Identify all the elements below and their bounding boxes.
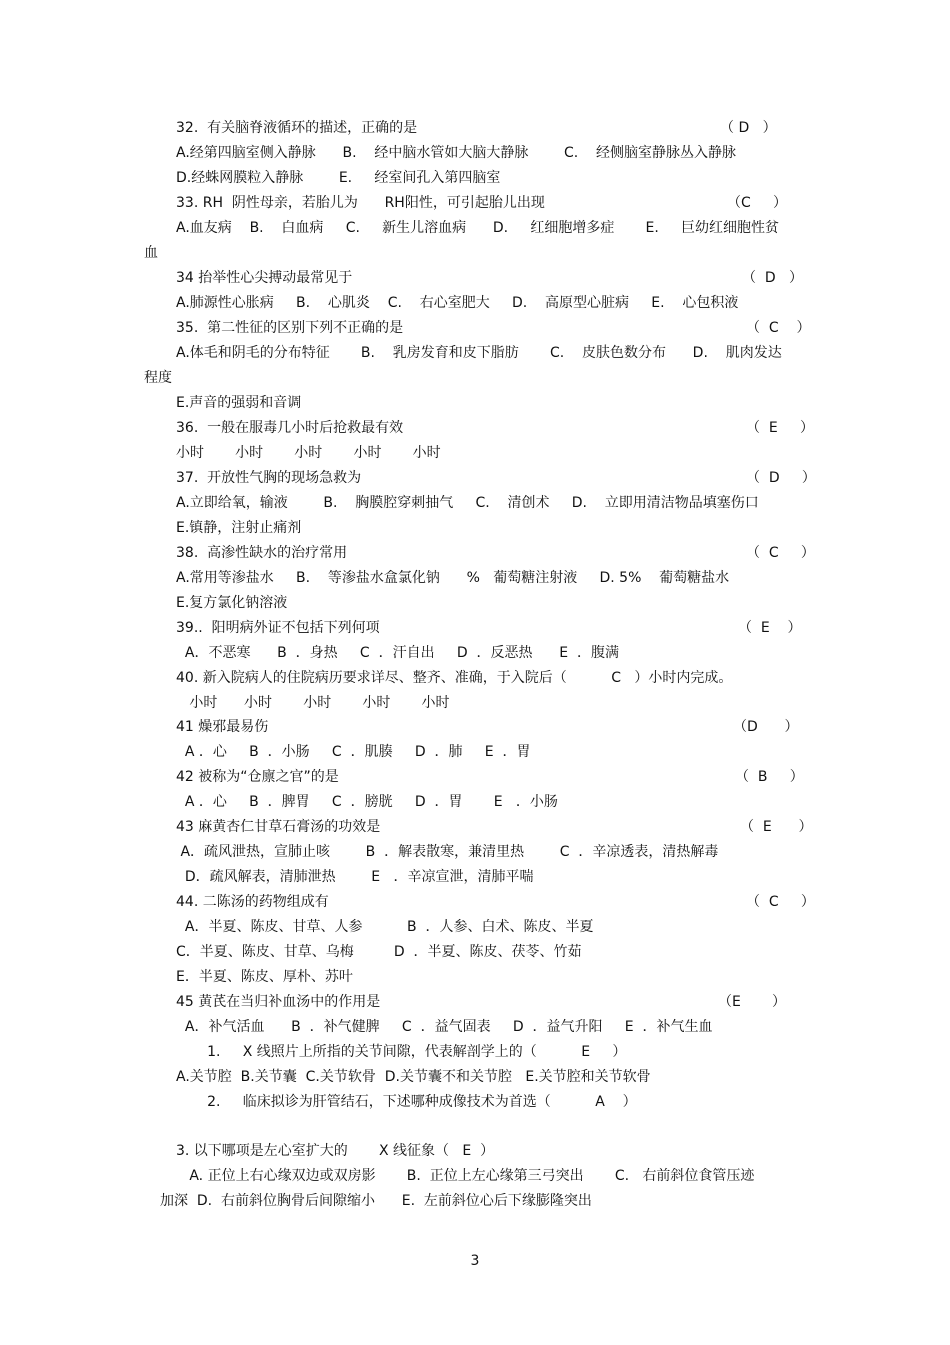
options-45: A．补气活血 B ．补气健脾 C ．益气固表 D ．益气升阳 E ．补气生血 [176, 1019, 713, 1035]
question-45: 45 黄芪在当归补血汤中的作用是 [176, 994, 381, 1010]
question-xray-2: 2. 临床拟诊为肝管结石，下述哪种成像技术为首选（ A ） [176, 1094, 637, 1110]
options-40: 小时 小时 小时 小时 小时 [176, 695, 450, 711]
options-44-row1: A．半夏、陈皮、甘草、人参 B ．人参、白术、陈皮、半夏 [176, 919, 594, 935]
options-43-row2: D．疏风解表，清肺泄热 E ．辛凉宣泄，清肺平喘 [176, 869, 534, 885]
answer-45: （E ） [718, 994, 786, 1010]
question-xray-3: 3. 以下哪项是左心室扩大的 X 线征象（ E ） [176, 1143, 495, 1159]
options-35-wrap: 程度 [144, 370, 172, 386]
answer-35: （ C ） [746, 320, 811, 336]
answer-42: （ B ） [735, 769, 804, 785]
options-43-row1: A．疏风泄热，宣肺止咳 B ．解表散寒，兼清里热 C ．辛凉透表，清热解毒 [176, 844, 719, 860]
options-33: A.血友病 B. 白血病 C. 新生儿溶血病 D. 红细胞增多症 E. 巨幼红细胞性贫 [176, 220, 780, 236]
options-35-row2: E.声音的强弱和音调 [176, 395, 302, 411]
answer-33: （C ） [727, 195, 788, 211]
options-36: 小时 小时 小时 小时 小时 [176, 445, 441, 461]
options-xray-3: A. 正位上右心缘双边或双房影 B. 正位上左心缘第三弓突出 C. 右前斜位食管压迹 [176, 1168, 755, 1184]
question-40: 40. 新入院病人的住院病历要求详尽、整齐、准确，于入院后（ C ）小时内完成。 [176, 670, 733, 686]
options-38-row1: A.常用等渗盐水 B. 等渗盐水盒氯化钠 % 葡萄糖注射液 D. 5% 葡萄糖盐水 [176, 570, 730, 586]
answer-44: （ C ） [746, 894, 815, 910]
answer-38: （ C ） [746, 545, 815, 561]
question-34: 34 抬举性心尖搏动最常见于 [176, 270, 353, 286]
answer-36: （ E ） [746, 420, 814, 436]
options-42: A ．心 B ．脾胃 C ．膀胱 D ．胃 E ．小肠 [176, 794, 558, 810]
options-44-row2: C．半夏、陈皮、甘草、乌梅 D ．半夏、陈皮、茯苓、竹茹 [176, 944, 582, 960]
options-37-row1: A.立即给氧，输液 B. 胸膜腔穿刺抽气 C. 清创术 D. 立即用清洁物品填塞伤口 [176, 495, 759, 511]
answer-34: （ D ） [742, 270, 804, 286]
question-32: 32. 有关脑脊液循环的描述，正确的是 [176, 120, 418, 136]
question-38: 38. 高渗性缺水的治疗常用 [176, 545, 348, 561]
answer-43: （ E ） [740, 819, 813, 835]
question-35: 35. 第二性征的区别下列不正确的是 [176, 320, 404, 336]
options-32-row2: D.经蛛网膜粒入静脉 E. 经室间孔入第四脑室 [176, 170, 501, 186]
options-32-row1: A.经第四脑室侧入静脉 B. 经中脑水管如大脑大静脉 C. 经侧脑室静脉丛入静脉 [176, 145, 736, 161]
answer-39: （ E ） [738, 620, 802, 636]
question-44: 44. 二陈汤的药物组成有 [176, 894, 329, 910]
question-43: 43 麻黄杏仁甘草石膏汤的功效是 [176, 819, 381, 835]
question-39: 39.. 阳明病外证不包括下列何项 [176, 620, 380, 636]
question-41: 41 燥邪最易伤 [176, 719, 269, 735]
question-xray-1: 1. X 线照片上所指的关节间隙，代表解剖学上的（ E ） [176, 1044, 627, 1060]
question-37: 37. 开放性气胸的现场急救为 [176, 470, 362, 486]
question-33: 33. RH 阴性母亲，若胎儿为 RH阳性，可引起胎儿出现 [176, 195, 545, 211]
options-xray-3-wrap: 加深 D. 右前斜位胸骨后间隙缩小 E. 左前斜位心后下缘膨隆突出 [160, 1193, 592, 1209]
options-38-row2: E.复方氯化钠溶液 [176, 595, 288, 611]
options-37-row2: E.镇静，注射止痛剂 [176, 520, 302, 536]
options-35: A.体毛和阴毛的分布特征 B. 乳房发育和皮下脂肪 C. 皮肤色数分布 D. 肌肉发达 [176, 345, 782, 361]
page-number: 3 [470, 1253, 480, 1269]
options-41: A ．心 B ．小肠 C ．肌腠 D ．肺 E ．胃 [176, 744, 531, 760]
question-36: 36. 一般在服毒几小时后抢救最有效 [176, 420, 404, 436]
answer-32: （ D ） [720, 120, 777, 136]
answer-41: （D ） [733, 719, 799, 735]
answer-37: （ D ） [746, 470, 816, 486]
options-xray-1: A.关节腔 B.关节囊 C.关节软骨 D.关节囊不和关节腔 E.关节腔和关节软骨 [176, 1069, 651, 1085]
options-34: A.肺源性心胀病 B. 心肌炎 C. 右心室肥大 D. 高原型心脏病 E. 心包积液 [176, 295, 739, 311]
options-33-wrap: 血 [144, 245, 158, 261]
options-39: A．不恶寒 B ．身热 C ．汗自出 D ．反恶热 E ．腹满 [176, 645, 619, 661]
question-42: 42 被称为“仓廪之官”的是 [176, 769, 339, 785]
options-44-row3: E．半夏、陈皮、厚朴、苏叶 [176, 969, 353, 985]
